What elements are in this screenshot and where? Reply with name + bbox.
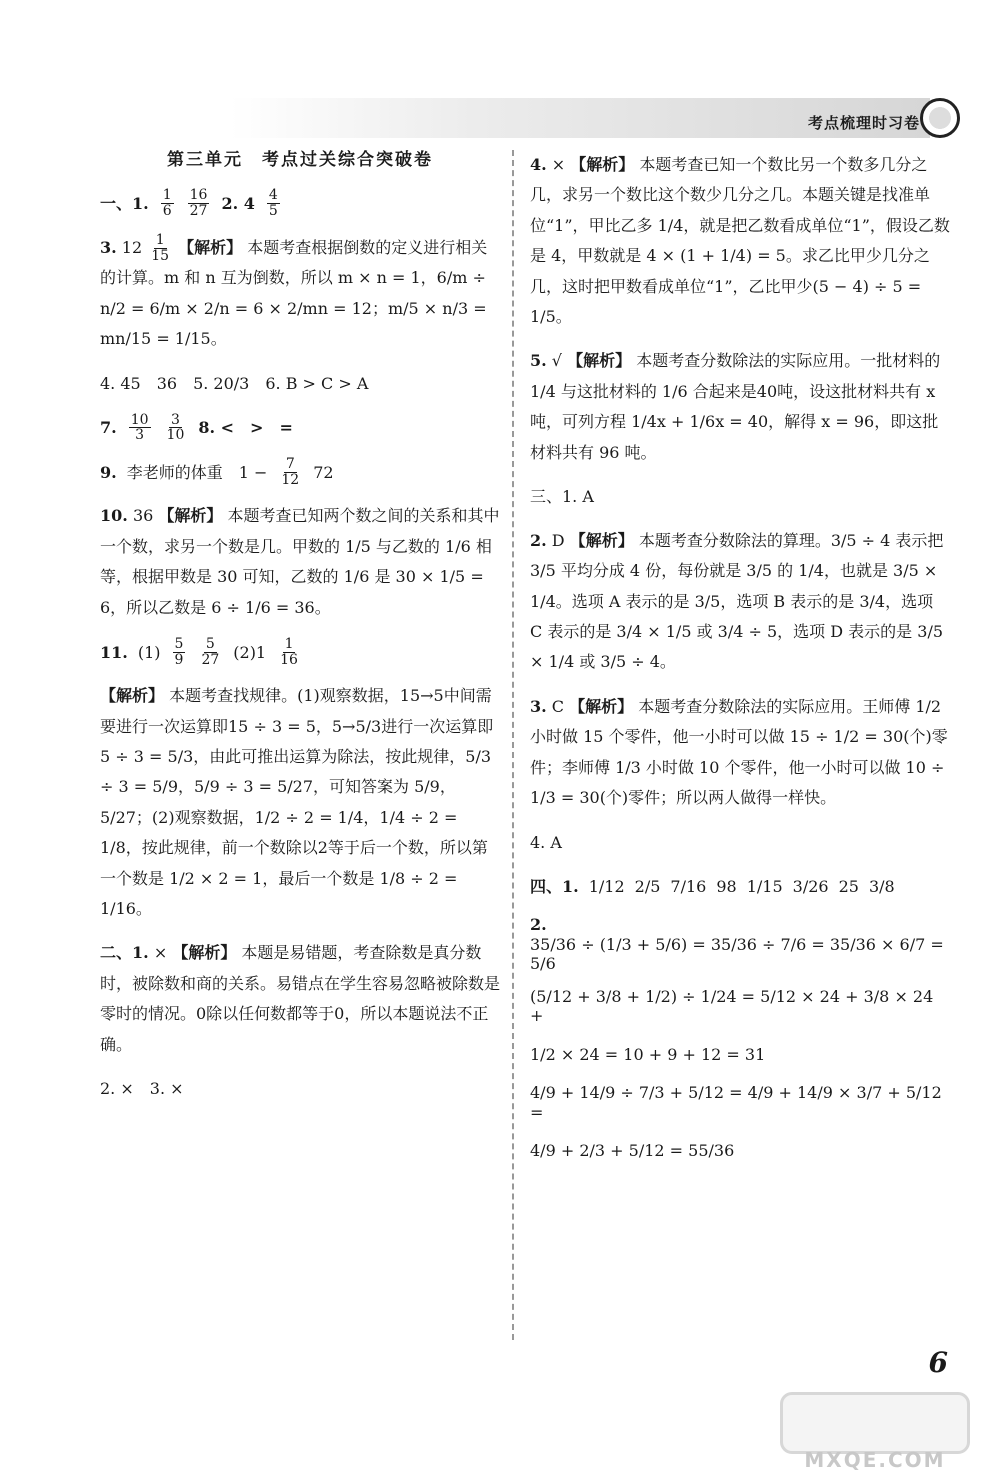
answer-s3-q1: 三、1. A xyxy=(530,487,594,507)
answer-s4-q2: 2. 35/36 ÷ (1/3 + 5/6) = 35/36 ÷ 7/6 = 35/36 × 6/7 = 5/6 (5/12 + 3/8 + 1/2) ÷ 1/24 = 5/12 × 24 + 3/8 × 24 + 1/2 × 24 = 10 + 9 + 12 = 31 4/9 + 14/9 ÷ 7/3 + 5/12 = 4/9 + 14/9 × 3/7 + 5/12 = 4/9 + 2/3 + 5/12 = 55/36 xyxy=(530,915,950,1165)
unit-title: 第三单元 考点过关综合突破卷 xyxy=(167,150,433,170)
answer-q4-q6: 4. 45 36 5. 20/3 6. B > C > A xyxy=(100,374,369,394)
answer-r-q5: 5. √ 【解析】 本题考查分数除法的实际应用。一批材料的 1/4 与这批材料的 1/6 合起来是40吨，设这批材料共有 x 吨，可列方程 1/4x + 1/6x = 40，解得 x = 96，即这批材料共有 96 吨。 xyxy=(530,351,941,462)
header-title: 考点梳理时习卷 xyxy=(807,114,920,132)
answer-value: 98 xyxy=(716,876,737,896)
answer-s3-q4: 4. A xyxy=(530,832,562,852)
answer-s4-q1: 四、1. 1/12 2/5 7/16 98 1/15 3/26 25 3/8 xyxy=(530,876,895,896)
answer-q11-explain xyxy=(100,681,500,924)
answer-value: 7/16 xyxy=(670,876,707,896)
explain-text: 本题考查分数除法的实际应用。王师傅 1/2 小时做 15 个零件，他一小时可以做 15 ÷ 1/2 = 30(个)零件；李师傅 1/3 小时做 10 个零件，他一小时可以做 10 ÷ 1/3 = 30(个)零件；所以两人做得一样快。 xyxy=(530,696,948,808)
left-column xyxy=(100,150,500,1118)
explain-tag: 【解析】 xyxy=(569,530,634,550)
fraction: $\frac{10}{3}$ xyxy=(130,411,149,444)
answer-r-q4: 4. × 【解析】 本题考查已知一个数比另一个数多几分之几，求另一个数比这个数少几分之几。本题关键是找准单位“1”，甲比乙多 1/4，就是把乙数看成单位“1”，假设乙数是 4，甲数就是 4 × (1 + 1/4) = 5。求乙比甲少几分之几，这时把甲数看成单位“1”，乙比甲少(5 − 4) ÷ 5 = 1/5。 xyxy=(530,155,950,326)
column-divider xyxy=(512,150,514,1340)
fraction: $\frac{1}{6}$ xyxy=(162,187,172,220)
explain-tag: 【解析】 xyxy=(570,155,635,174)
explain-tag: 【解析】 xyxy=(172,943,237,963)
explain-tag: 【解析】 xyxy=(178,237,243,257)
fraction: $\frac{7}{12}$ xyxy=(281,456,300,488)
answer-q3: 3. 12 $\frac{1}{15}$ 【解析】 本题考查根据倒数的定义进行相关的计算。m 和 n 互为倒数，所以 m × n = 1，6/m ÷ n/2 = 6/m × 2/n = 6 × 2/mn = 12；m/5 × n/3 = mn/15 = 1/15。 xyxy=(100,232,488,349)
calc-line: 35/36 ÷ (1/3 + 5/6) = 35/36 ÷ 7/6 = 35/36 × 6/7 = 5/6 xyxy=(530,934,944,973)
explain-tag: 【解析】 xyxy=(567,351,632,371)
header-logo-icon xyxy=(920,98,960,138)
answer-s3-q2: 2. D 【解析】 本题考查分数除法的算理。3/5 ÷ 4 表示把 3/5 平均分成 4 份，每份就是 3/5 的 1/4，也就是 3/5 × 1/4。选项 A 表示的是 3/5，选项 B 表示的是 3/4，选项 C 表示的是 3/4 × 1/5 或 3/4 ÷ 5，选项 D 表示的是 3/5 × 1/4 或 3/5 ÷ 4。 xyxy=(530,530,944,672)
fraction: $\frac{4}{5}$ xyxy=(268,187,278,220)
explain-tag: 【解析】 xyxy=(100,686,165,706)
calc-line: 4/9 + 14/9 ÷ 7/3 + 5/12 = 4/9 + 14/9 × 3/7 + 5/12 = xyxy=(530,1083,942,1122)
answer-value: 1/15 xyxy=(746,876,783,896)
fraction: $\frac{1}{15}$ xyxy=(151,232,170,264)
answer-s2-q1: 二、1. × 【解析】 本题是易错题，考查除数是真分数时，被除数和商的关系。易错点在学生容易忽略被除数是零时的情况。0除以任何数都等于0，所以本题说法不正确。 xyxy=(100,943,501,1054)
page-number: 6 xyxy=(928,1346,948,1379)
explain-text: 本题考查找规律。(1)观察数据，15→5中间需要进行一次运算即15 ÷ 3 = 5，5→5/3进行一次运算即5 ÷ 3 = 5/3，由此可推出运算为除法，按此规律，5/3 ÷ 3 = 5/9，5/9 ÷ 3 = 5/27，可知答案为 5/9，5/27；(2)观察数据，1/2 ÷ 2 = 1/4，1/4 ÷ 2 = 1/8，按此规律，前一个数除以2等于后一个数，所以第一个数是 1/2 × 2 = 1，最后一个数是 1/8 ÷ 2 = 1/16。 xyxy=(100,686,494,919)
answer-q10: 10. 36 【解析】 本题考查已知两个数之间的关系和其中一个数，求另一个数是几。甲数的 1/5 与乙数的 1/6 相等，根据甲数是 30 可知，乙数的 1/6 是 30 × 1/5 = 6，所以乙数是 6 ÷ 1/6 = 36。 xyxy=(100,506,500,617)
answer-q1 xyxy=(100,188,500,218)
calc-line: 4/9 + 2/3 + 5/12 = 55/36 xyxy=(530,1141,735,1161)
explain-tag: 【解析】 xyxy=(158,506,223,526)
fraction: $\frac{5}{9}$ xyxy=(174,635,184,668)
fraction: $\frac{5}{27}$ xyxy=(201,635,220,668)
right-column xyxy=(530,150,950,1180)
answer-label: 2. 4 xyxy=(221,193,255,213)
answer-value: 25 xyxy=(838,876,859,896)
calc-line: (5/12 + 3/8 + 1/2) ÷ 1/24 = 5/12 × 24 + 3/8 × 24 + xyxy=(530,986,934,1026)
answer-q11: 11. (1) $\frac{5}{9}$ $\frac{5}{27}$ (2)1 $\frac{1}{16}$ xyxy=(100,635,298,668)
explain-text: 本题考查分数除法的算理。3/5 ÷ 4 表示把 3/5 平均分成 4 份，每份就是 3/5 的 1/4，也就是 3/5 × 1/4。选项 A 表示的是 3/5，选项 B 表示的是 3/4，选项 C 表示的是 3/4 × 1/5 或 3/4 ÷ 5，选项 D 表示的是 3/5 × 1/4 或 3/5 ÷ 4。 xyxy=(530,530,944,672)
fraction: $\frac{3}{10}$ xyxy=(166,411,185,444)
watermark-text: MXQE.COM xyxy=(804,1448,946,1472)
fraction: $\frac{16}{27}$ xyxy=(189,187,208,220)
explain-text: 本题是易错题，考查除数是真分数时，被除数和商的关系。易错点在学生容易忽略被除数是零时的情况。0除以任何数都等于0，所以本题说法不正确。 xyxy=(100,943,501,1054)
answer-value: 2/5 xyxy=(634,876,661,896)
answer-q9: 9. 李老师的体重 1 − $\frac{7}{12}$ 72 xyxy=(100,456,334,488)
explain-text: 本题考查分数除法的实际应用。一批材料的 1/4 与这批材料的 1/6 合起来是40吨，设这批材料共有 x 吨，可列方程 1/4x + 1/6x = 40，解得 x = 96，即这批材料共有 96 吨。 xyxy=(530,351,941,462)
answer-s3-q3: 3. C 【解析】 本题考查分数除法的实际应用。王师傅 1/2 小时做 15 个零件，他一小时可以做 15 ÷ 1/2 = 30(个)零件；李师傅 1/3 小时做 10 个零件，他一小时可以做 10 ÷ 1/3 = 30(个)零件；所以两人做得一样快。 xyxy=(530,696,948,808)
explain-text: 本题考查已知一个数比另一个数多几分之几，求另一个数比这个数少几分之几。本题关键是找准单位“1”，甲比乙多 1/4，就是把乙数看成单位“1”，假设乙数是 4，甲数就是 4 × (1 + 1/4) = 5。求乙比甲少几分之几，这时把甲数看成单位“1”，乙比甲少(5 − 4) ÷ 5 = 1/5。 xyxy=(530,155,950,326)
explain-tag: 【解析】 xyxy=(569,696,634,716)
answer-value: 3/26 xyxy=(792,876,829,896)
watermark-logo xyxy=(780,1392,970,1454)
explain-text: 本题考查已知两个数之间的关系和其中一个数，求另一个数是几。甲数的 1/5 与乙数的 1/6 相等，根据甲数是 30 可知，乙数的 1/6 是 30 × 1/5 = 6，所以乙数是 6 ÷ 1/6 = 36。 xyxy=(100,506,500,617)
fraction: $\frac{1}{16}$ xyxy=(280,635,298,668)
answer-value: 3/8 xyxy=(868,876,895,896)
calc-line: 1/2 × 24 = 10 + 9 + 12 = 31 xyxy=(530,1044,766,1064)
answer-s2-q2-q3: 2. × 3. × xyxy=(100,1079,184,1099)
explain-text: 本题考查根据倒数的定义进行相关的计算。m 和 n 互为倒数，所以 m × n = 1，6/m ÷ n/2 = 6/m × 2/n = 6 × 2/mn = 12；m/5 × n/3 = mn/15 = 1/15。 xyxy=(100,237,488,349)
answer-value: 1/12 xyxy=(588,876,625,896)
answer-label: 一、1. xyxy=(100,193,149,213)
answer-q7: 7. $\frac{10}{3}$ $\frac{3}{10}$ 8. < > = xyxy=(100,411,293,444)
